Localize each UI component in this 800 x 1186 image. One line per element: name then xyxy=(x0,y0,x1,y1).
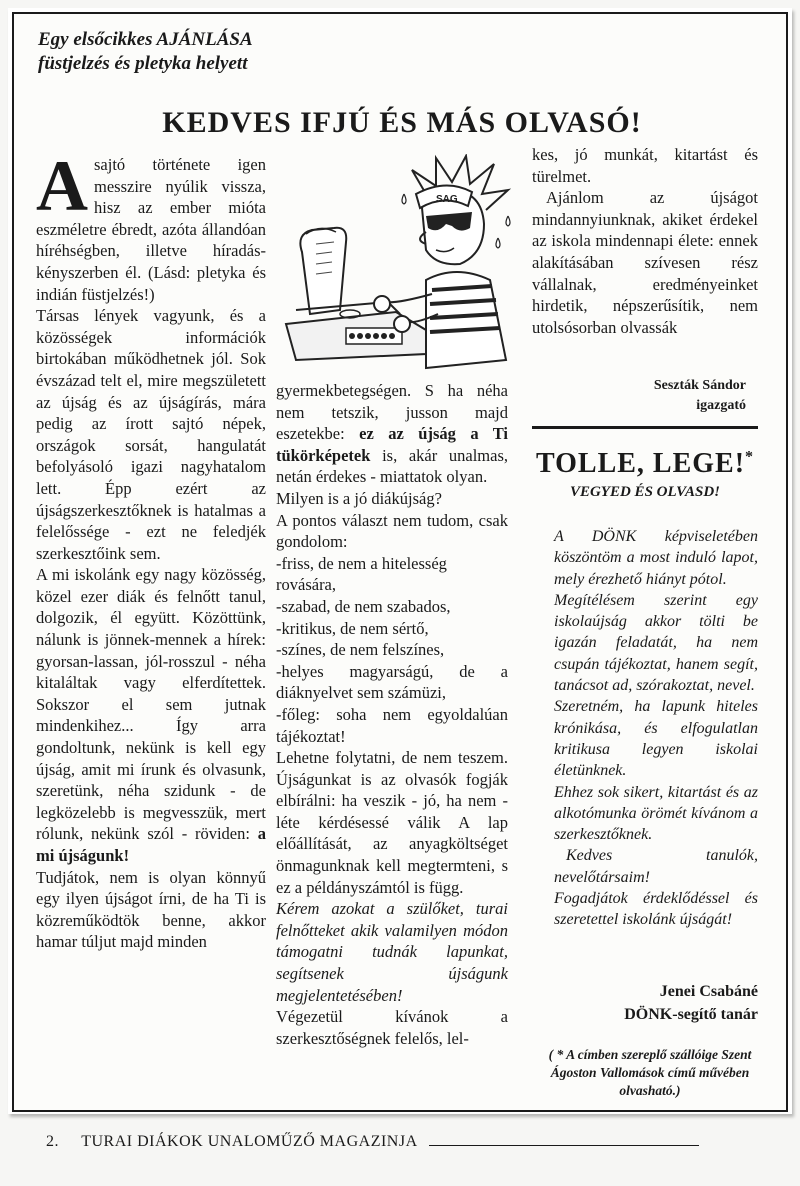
signature-title: DÖNK-segítő tanár xyxy=(624,1006,758,1023)
paragraph: Kedves tanulók, nevelőtársaim! xyxy=(554,847,758,886)
paragraph: Tudjátok, nem is olyan könnyű egy ilyen újságot írni, de ha Ti is közreműködtök benne, akkor hamar túljut majd minden xyxy=(36,867,266,952)
paragraph-text: gyermekbetegségen. S ha néha nem tetszik, jusson majd eszetekbe: xyxy=(276,381,508,444)
paragraph: A pontos választ nem tudom, csak gondolom: xyxy=(276,510,508,552)
drop-cap: A xyxy=(36,146,88,226)
list-item: -szabad, de nem szabados, xyxy=(276,596,451,616)
intro-paragraph xyxy=(36,146,266,305)
paragraph: Végezetül kívánok a szerkesztőségnek felelős, lel- xyxy=(276,1007,508,1048)
list-item: -színes, de nem felszínes, xyxy=(276,640,445,660)
footnote: ( * A címben szereplő szállóige Szent Ágoston Vallomások című művében olvasható.) xyxy=(548,1047,752,1098)
column-2 xyxy=(276,380,508,1049)
paragraph-text: sajtó története igen messzire nyúlik vissza, hisz az ember mióta eszméletre ébredt, azóta állandóan híréhségben, illetve híradás-kényszerben él. (Lásd: pletyka és indián füstjelzés!) xyxy=(36,155,266,304)
kicker-line-2: füstjelzés és pletyka helyett xyxy=(38,53,248,74)
sidebar-title xyxy=(532,448,758,480)
footer-rule xyxy=(429,1138,699,1146)
signature-title: igazgató xyxy=(696,398,746,413)
qualities-list xyxy=(276,553,508,747)
typist-drawing xyxy=(276,154,526,380)
kicker xyxy=(38,28,253,76)
headline: KEDVES IFJÚ ÉS MÁS OLVASÓ! xyxy=(162,106,642,139)
sidebar-title-text: TOLLE, LEGE! xyxy=(535,448,746,479)
paragraph: kes, jó munkát, kitartást és türelmet. xyxy=(532,145,758,186)
list-item: -friss, de nem a hitelesség rovására, xyxy=(276,553,447,595)
appeal-paragraph: Kérem azokat a szülőket, turai felnőtteket akik valamilyen módon támogatni tudnák lapunkat, segítsenek újságunk megjelentetésében! xyxy=(276,899,508,1005)
paragraph-text: A mi iskolánk egy nagy közösség, közel ezer diák és felnőtt tanul, dolgozik, él együtt. Közöttünk, nálunk is jönnek-mennek a hírek: gyorsan-lassan, jól-rosszul - néha kitaláltak vagy elferdítettek. Sokszor el sem jutnak mindenkihez... Így arra gondoltunk, nekünk is kell egy újság, amit mi írunk és olvasunk, szeretünk, néha szidunk - de legközelebb is megvesszük, mert rólunk, nekünk szól - röviden: xyxy=(36,565,266,844)
paragraph xyxy=(276,380,508,488)
paragraph: Ajánlom az újságot mindannyiunknak, akiket érdekel az iskola mindennapi élete: ennek alakításában szívesen rész vállalnak, eredményeinket hirdetik, népszerűsítik, nem utolsósorban olvassák xyxy=(532,188,758,337)
column-1 xyxy=(36,146,266,953)
column-3 xyxy=(532,144,758,338)
footnote-mark: * xyxy=(745,448,755,466)
sidebar-body xyxy=(554,526,758,931)
paragraph-text: is, akár unalmas, netán érdekes - miattatok olyan. xyxy=(276,445,509,487)
emphasis-text: a mi újságunk! xyxy=(36,824,266,865)
dönk-signature xyxy=(544,980,758,1026)
section-divider xyxy=(532,426,758,429)
principal-signature xyxy=(600,376,746,416)
list-item: -helyes magyarságú, de a diáknyelvet sem számüzi, xyxy=(276,661,508,703)
sidebar-subtitle: VEGYED ÉS OLVASD! xyxy=(569,484,721,500)
paragraph xyxy=(36,564,266,866)
list-item: -főleg: soha nem egyoldalúan tájékoztat! xyxy=(276,704,508,746)
kicker-line-1: Egy elsőcikkes AJÁNLÁSA xyxy=(38,29,253,50)
paragraph: Lehetne folytatni, de nem teszem. Újságunkat is az olvasók fogják elbírálni: ha veszik - jó, ha nem - léte kérdésessé válik A lap előállítását, az anyagköltséget önmagunknak kell megtermteni, s ez a példányszámtól is függ. xyxy=(276,748,508,897)
article-frame xyxy=(12,12,788,1112)
question: Milyen is a jó diákújság? xyxy=(276,488,442,508)
paragraph: Megítélésem szerint egy iskolaújság akkor tölti be igazán feladatát, ha nem csupán tájékoztat, hanem segít, tanácsot ad, szórakoztat, nevel. xyxy=(554,591,758,695)
magazine-name: TURAI DIÁKOK UNALOMŰZŐ MAGAZINJA xyxy=(81,1133,417,1150)
cartoon-illustration xyxy=(276,154,526,380)
signature-name: Jenei Csabáné xyxy=(659,983,758,1000)
emphasis-text: ez az újság a Ti tükörképetek xyxy=(276,424,509,465)
paragraph: Társas lények vagyunk, és a közösségek információk birtokában működhetnek jól. Sok évszázad telt el, mire megszületett az újság és az újságírás, mára pedig az írott sajtó népek, országok sorsát, hangulatát befolyásoló igazi nagyhatalom lett. Épp ezért az újságszerkesztőknek is hatalmas a felelőssége - ezt ne feledjék szerkesztőink sem. xyxy=(36,306,266,563)
paragraph: Szeretném, ha lapunk hiteles krónikása, és elfogulatlan kritikusa legyen iskolai életünknek. xyxy=(554,698,758,780)
list-item: -kritikus, de nem sértő, xyxy=(276,618,429,638)
paragraph: A DÖNK képviseletében köszöntöm a most induló lapot, mely érezhető hiányt pótol. xyxy=(554,528,758,588)
cap-label: SAG xyxy=(436,194,458,205)
paragraph: Fogadjátok érdeklődéssel és szeretettel iskolánk újságát! xyxy=(554,890,758,929)
signature-name: Seszták Sándor xyxy=(653,378,746,393)
page-number: 2. xyxy=(46,1133,59,1150)
page-footer xyxy=(46,1132,766,1152)
paragraph: Ehhez sok sikert, kitartást és az alkotómunka örömét kívánom a szerkesztőknek. xyxy=(554,783,758,844)
